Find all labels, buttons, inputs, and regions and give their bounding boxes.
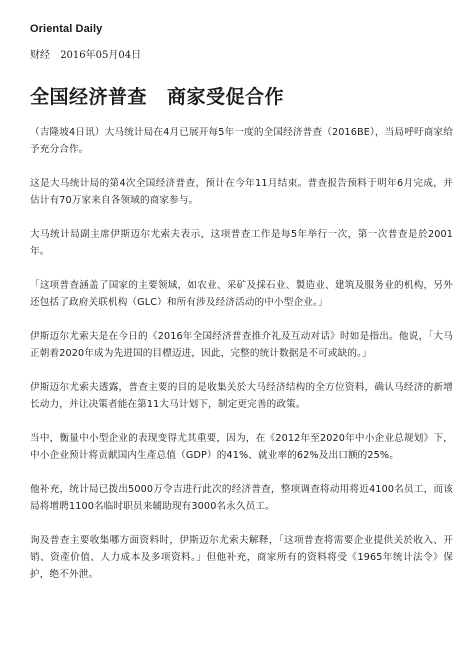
article-body	[30, 124, 453, 583]
paragraph-8: 他补充，统计局已拨出5000万令吉进行此次的经济普查，整项调查将动用将近4100名员工，而该局将增聘1100名临时职员来辅助现有3000名永久员工。	[30, 484, 453, 512]
paragraph-1: （吉隆坡4日讯）大马统计局在4月已展开每5年一度的全国经济普查（2016BE），当局呼吁商家给予充分合作。	[30, 127, 453, 155]
publication-name: Oriental Daily	[30, 23, 103, 35]
paragraph-3: 大马统计局副主席伊斯迈尔尤索夫表示，这项普查工作是每5年举行一次，第一次普查是於2001年。	[30, 229, 453, 257]
paragraph-4: 「这项普查涵盖了国家的主要领域，如农业、采矿及採石业、製造业、建筑及服务业的机构，另外还包括了政府关联机构（GLC）和所有涉及经济活动的中小型企业。」	[30, 280, 453, 308]
publish-date: 2016年05月04日	[60, 50, 142, 61]
paragraph-7: 当中，衡量中小型企业的表现变得尤其重要，因为，在《2012年至2020年中小企业总规划》下，中小企业预计将贡献国内生產总值（GDP）的41%、就业率的62%及出口额的25%。	[30, 433, 453, 461]
dateline	[30, 49, 453, 62]
headline-part-1: 全国经济普查	[30, 86, 148, 108]
paragraph-9: 询及普查主要收集哪方面资料时，伊斯迈尔尤索夫解释，「这项普查将需要企业提供关於收入、开销、资產价值、人力成本及多项资料。」但他补充，商家所有的资料将受《1965年统计法令》保护，绝不外泄。	[30, 535, 453, 580]
section-label: 财经	[30, 50, 50, 61]
paragraph-6: 伊斯迈尔尤索夫透露，普查主要的目的是收集关於大马经济结构的全方位资料，确认马经济的新增长动力，并让决策者能在第11大马计划下，制定更完善的政策。	[30, 382, 453, 410]
paragraph-2: 这是大马统计局的第4次全国经济普查，预计在今年11月结束。普查报告预料于明年6月完成，并估计有70万家来自各领域的商家参与。	[30, 178, 453, 206]
headline	[30, 84, 453, 110]
headline-part-2: 商家受促合作	[167, 86, 285, 108]
paragraph-5: 伊斯迈尔尤索夫是在今日的《2016年全国经济普查推介礼及互动对话》时如是指出。他说，「大马正朝着2020年成为先进国的目標迈进，因此，完整的统计数据是不可或缺的。」	[30, 331, 453, 359]
